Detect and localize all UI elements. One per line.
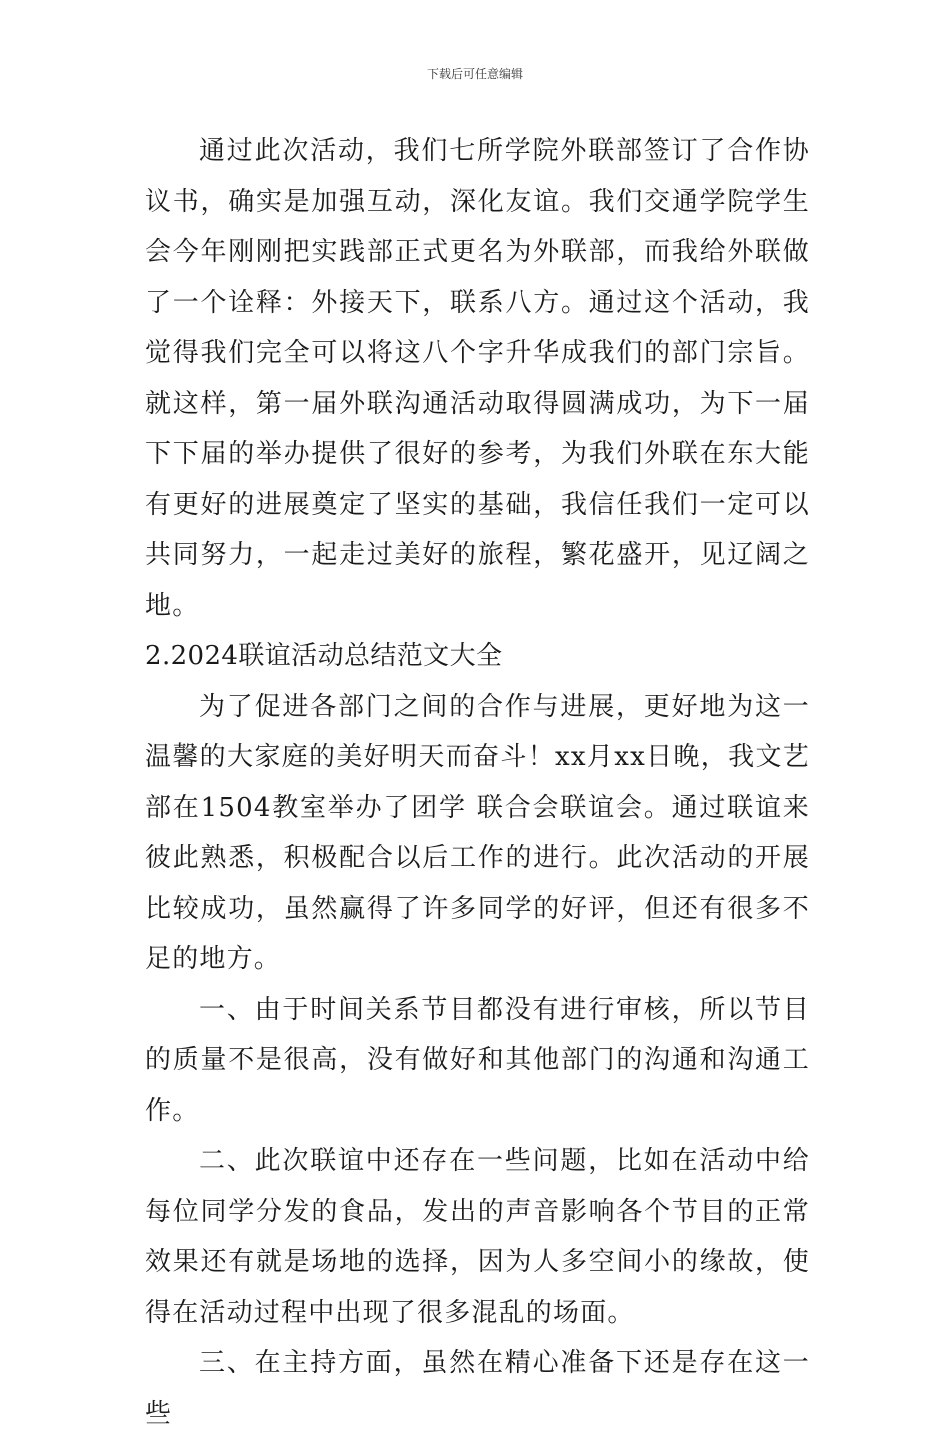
document-body bbox=[145, 126, 810, 1439]
section-heading: 2.2024联谊活动总结范文大全 bbox=[145, 641, 503, 671]
paragraph-point-two: 二、此次联谊中还存在一些问题，比如在活动中给每位同学分发的食品，发出的声音影响各个节目的正常效果还有就是场地的选择，因为人多空间小的缘故，使得在活动过程中出现了很多混乱的场面。 bbox=[145, 1146, 810, 1328]
paragraph-activity-conclusion: 通过此次活动，我们七所学院外联部签订了合作协议书，确实是加强互动，深化友谊。我们交通学院学生会今年刚刚把实践部正式更名为外联部，而我给外联做了一个诠释：外接天下，联系八方。通过这个活动，我觉得我们完全可以将这八个字升华成我们的部门宗旨。就这样，第一届外联沟通活动取得圆满成功，为下一届下下届的举办提供了很好的参考，为我们外联在东大能有更好的进展奠定了坚实的基础，我信任我们一定可以共同努力，一起走过美好的旅程，繁花盛开，见辽阔之地。 bbox=[145, 136, 810, 621]
page-header: 下载后可任意编辑 bbox=[426, 67, 523, 81]
paragraph-point-one: 一、由于时间关系节目都没有进行审核，所以节目的质量不是很高，没有做好和其他部门的沟通和沟通工作。 bbox=[145, 994, 810, 1126]
paragraph-point-three: 三、在主持方面，虽然在精心准备下还是存在这一些 bbox=[145, 1348, 810, 1429]
paragraph-party-intro: 为了促进各部门之间的合作与进展，更好地为这一温馨的大家庭的美好明天而奋斗！xx月xx日晚，我文艺部在1504教室举办了团学 联合会联谊会。通过联谊来彼此熟悉，积极配合以后工作的进行。此次活动的开展比较成功，虽然赢得了许多同学的好评，但还有很多不足的地方。 bbox=[145, 691, 810, 974]
